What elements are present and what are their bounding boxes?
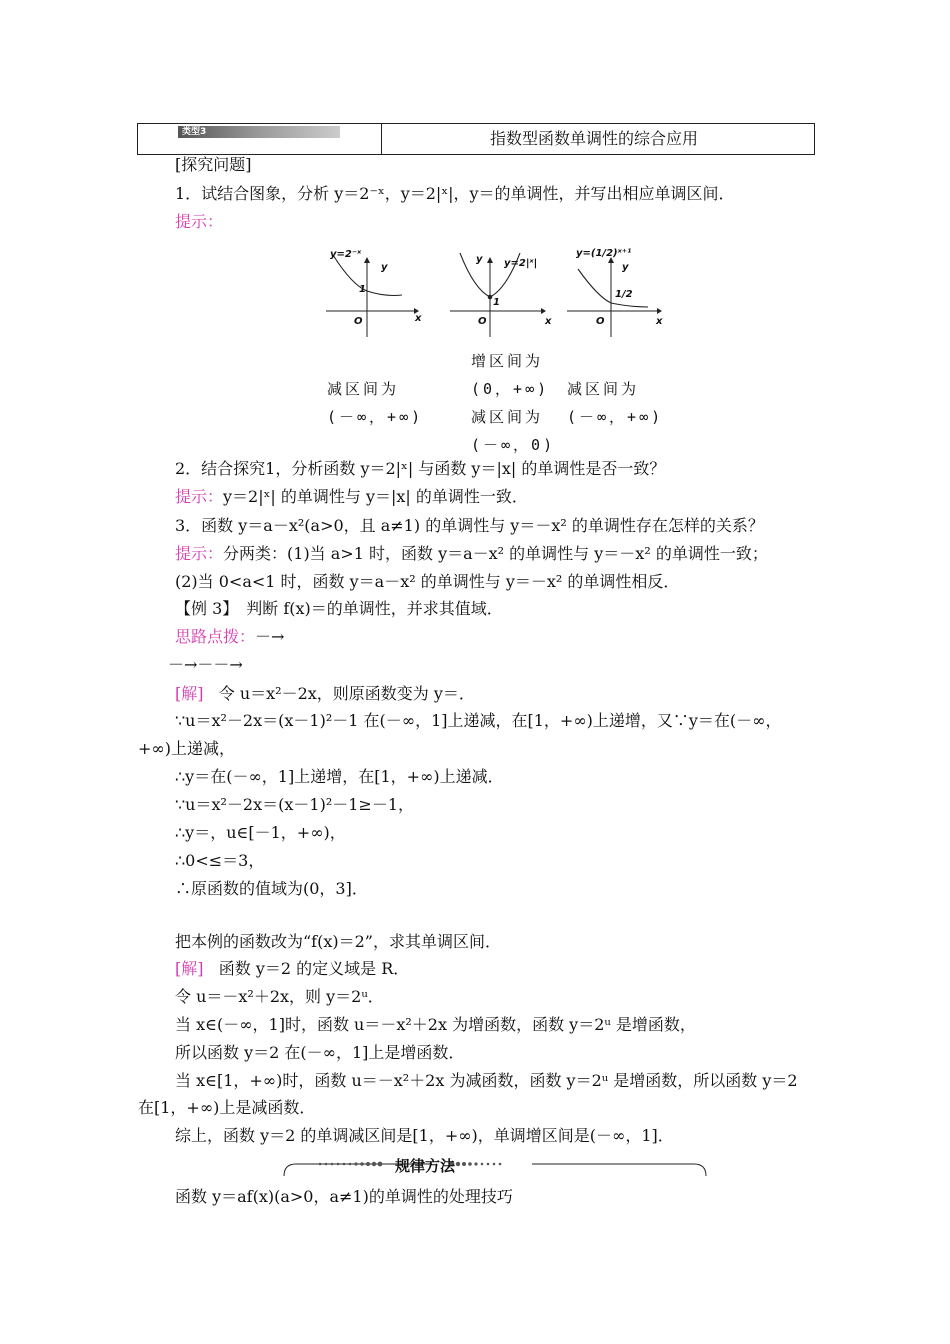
graph-3-y-label: y xyxy=(622,262,629,273)
answer-3 xyxy=(175,543,768,565)
variant-solution-first xyxy=(175,958,409,980)
col2-line1: 增区间为 xyxy=(471,352,544,370)
col3-line2: (－∞，+∞) xyxy=(567,408,664,426)
graph-1 xyxy=(326,255,422,337)
section-header-divider xyxy=(381,123,382,154)
graph-2-x-label: x xyxy=(545,316,552,327)
example-line-7: ∴原函数的值域为(0，3]． xyxy=(175,879,368,898)
variant-line-6: 综上，函数 y＝2 的单调减区间是[1，+∞)，单调增区间是(－∞，1]． xyxy=(175,1126,674,1145)
section-type-tag xyxy=(178,126,340,138)
hint-label-3: 提示： xyxy=(175,544,224,563)
section-type-label: 类型3 xyxy=(182,127,207,137)
col2-line3: 减区间为 xyxy=(471,408,544,426)
answer-3-text: 分两类：(1)当 a>1 时，函数 y＝a－x² 的单调性与 y＝－x² 的单调性一致； xyxy=(223,544,768,563)
idea-line xyxy=(175,626,284,648)
graph-3-func-label: y=(1/2)ˣ⁺¹ xyxy=(576,248,632,259)
explore-heading: [探究问题] xyxy=(175,155,252,174)
col1-line2: (－∞，+∞) xyxy=(327,408,424,426)
graph-3-x-label: x xyxy=(656,316,663,327)
graph-2-func-label: y=2|ˣ| xyxy=(504,258,538,269)
col2-line2: (0，+∞) xyxy=(471,380,550,398)
example-line-0: 令 u＝x²－2x，则原函数变为 y＝． xyxy=(218,684,475,703)
method-banner-title: 规律方法 xyxy=(395,1157,456,1175)
method-text: 函数 y＝af(x)(a>0，a≠1)的单调性的处理技巧 xyxy=(175,1187,513,1206)
variant-line-1: 令 u＝－x²＋2x，则 y＝2ᵘ． xyxy=(175,987,384,1006)
example-line-6: ∴0<≤＝3， xyxy=(175,851,265,870)
hint-label-2: 提示： xyxy=(175,487,224,506)
variant-line-4: 当 x∈[1，+∞)时，函数 u＝－x²＋2x 为减函数，函数 y＝2ᵘ 是增函数，所以函数 y＝2 xyxy=(175,1071,798,1090)
variant-lead: 把本例的函数改为“f(x)＝2”，求其单调区间． xyxy=(175,932,501,951)
example-solution-first xyxy=(175,683,475,705)
example-line-3: ∴y＝在(－∞，1]上递增，在[1，+∞)上递减． xyxy=(175,767,504,786)
graph-1-x-label: x xyxy=(415,313,422,324)
col1-line1: 减区间为 xyxy=(327,380,400,398)
variant-solution-label: [解] xyxy=(175,959,204,978)
graph-1-y-label: y xyxy=(381,262,388,273)
answer-2-text: y＝2|ˣ| 的单调性与 y＝|x| 的单调性一致． xyxy=(223,487,528,506)
graph-3-half-label: 1/2 xyxy=(615,289,633,300)
graph-1-func-label: y=2⁻ˣ xyxy=(330,249,362,260)
question-1: 1．试结合图象，分析 y＝2⁻ˣ，y＝2|ˣ|，y＝的单调性，并写出相应单调区间． xyxy=(175,184,735,203)
variant-line-0: 函数 y＝2 的定义域是 R． xyxy=(218,959,410,978)
variant-line-3: 所以函数 y＝2 在(－∞，1]上是增函数． xyxy=(175,1043,465,1062)
variant-line-5: 在[1，+∞)上是减函数． xyxy=(138,1098,316,1117)
question-3: 3．函数 y＝a－x²(a>0，且 a≠1) 的单调性与 y＝－x² 的单调性存在怎样的关系？ xyxy=(175,516,764,535)
graph-3-origin: O xyxy=(596,316,605,327)
answer-2 xyxy=(175,486,528,508)
section-title: 指数型函数单调性的综合应用 xyxy=(490,129,699,148)
example-title: 【例 3】 判断 f(x)＝的单调性，并求其值域． xyxy=(175,599,503,618)
example-solution-label: [解] xyxy=(175,684,204,703)
example-line-2: +∞)上递减， xyxy=(138,739,235,758)
hint-label-1: 提示： xyxy=(175,212,224,231)
example-line-5: ∴y＝，u∈[－1，+∞)， xyxy=(175,823,346,842)
idea-label: 思路点拨： xyxy=(175,627,256,646)
idea-line-2: －→－－→ xyxy=(168,655,243,674)
graph-2-origin: O xyxy=(478,316,487,327)
col3-line1: 减区间为 xyxy=(567,380,640,398)
example-line-4: ∵u＝x²－2x＝(x－1)²－1≥－1， xyxy=(175,795,414,814)
variant-line-2: 当 x∈(－∞，1]时，函数 u＝－x²＋2x 为增函数，函数 y＝2ᵘ 是增函数， xyxy=(175,1015,696,1034)
graph-1-origin: O xyxy=(354,316,363,327)
col2-line4: (－∞，0) xyxy=(471,436,556,454)
question-2: 2．结合探究1，分析函数 y＝2|ˣ| 与函数 y＝|x| 的单调性是否一致？ xyxy=(175,459,666,478)
graph-1-one-label: 1 xyxy=(359,284,366,295)
graph-2-one-label: 1 xyxy=(493,297,500,308)
idea-text: －→ xyxy=(255,627,285,646)
method-banner-frame xyxy=(282,1158,708,1178)
graph-2-y-label: y xyxy=(476,254,483,265)
answer-3b: (2)当 0<a<1 时，函数 y＝a－x² 的单调性与 y＝－x² 的单调性相反． xyxy=(175,572,680,591)
example-line-1: ∵u＝x²－2x＝(x－1)²－1 在(－∞，1]上递减，在[1，+∞)上递增，又∵y＝在(－∞， xyxy=(175,711,782,730)
function-graphs xyxy=(0,245,950,345)
